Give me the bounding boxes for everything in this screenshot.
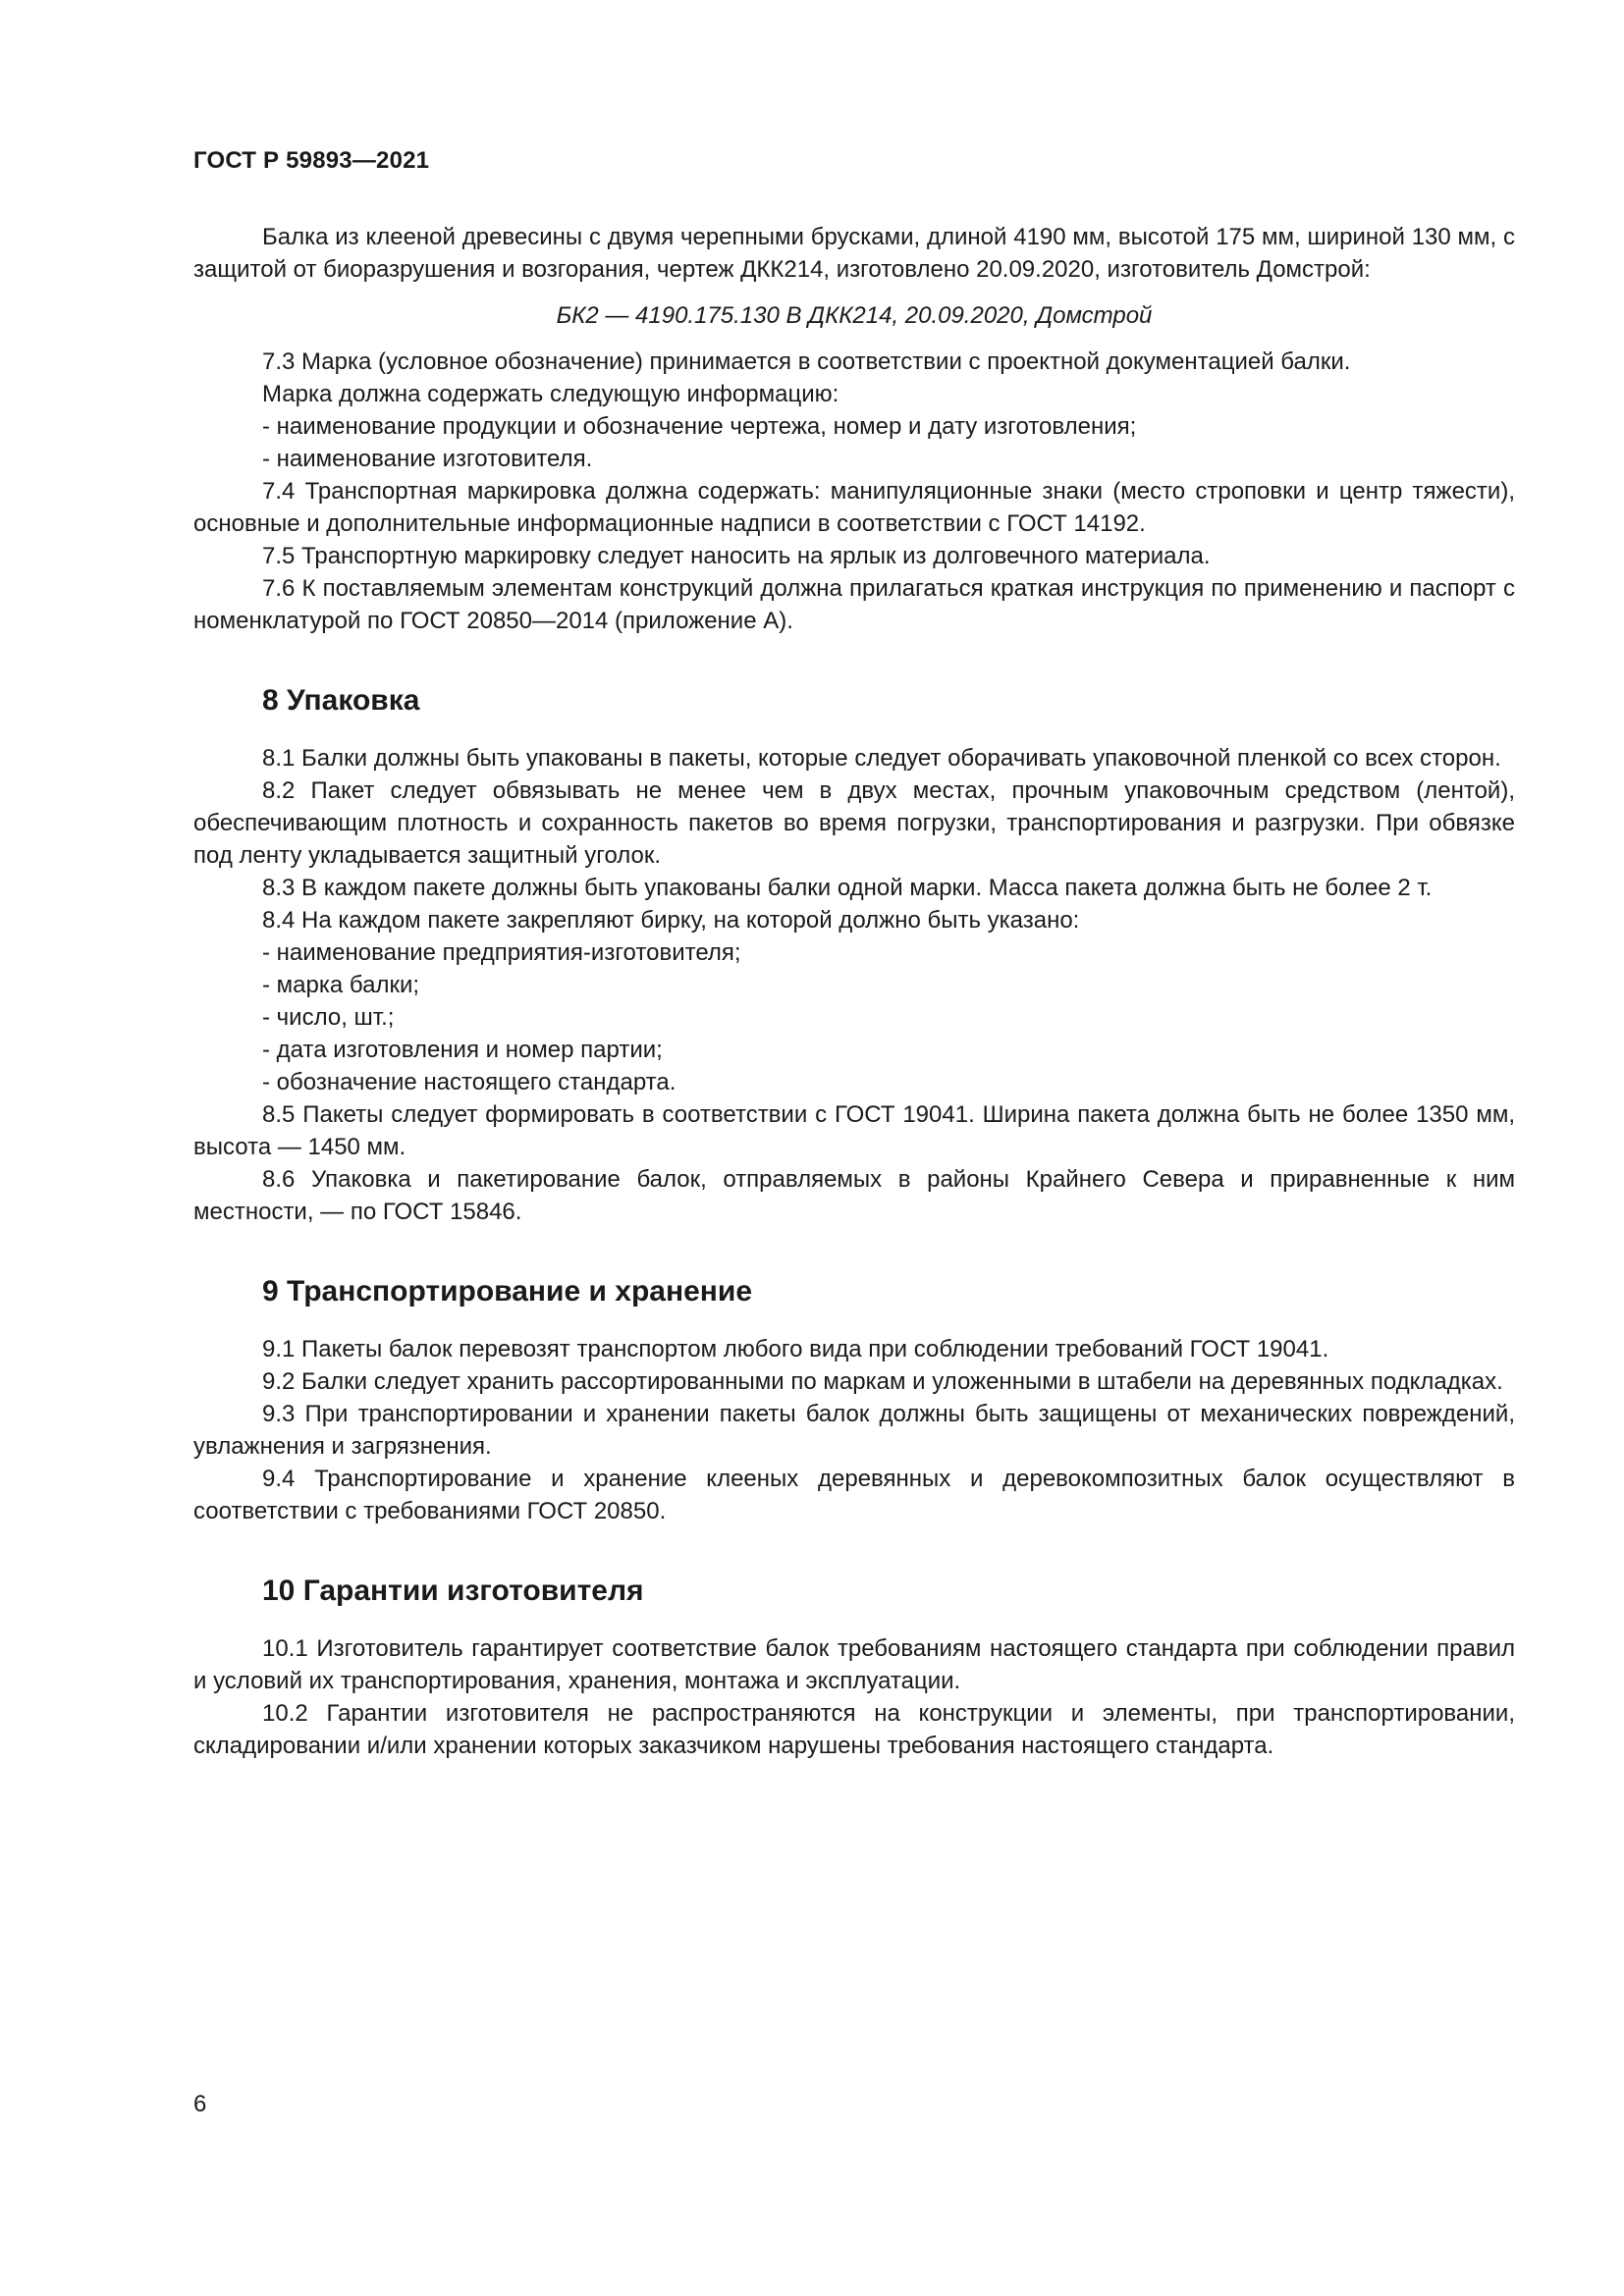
section-8-title: 8 Упаковка [262,684,420,717]
section-10-title: 10 Гарантии изготовителя [262,1575,644,1607]
paragraph-7-6: 7.6 К поставляемым элементам конструкций должна прилагаться краткая инструкция по применению и паспорт с номенклатурой по ГОСТ 20850—2014 (приложение А). [193,575,1515,634]
paragraph-8-6: 8.6 Упаковка и пакетирование балок, отправляемых в районы Крайнего Севера и приравненные к ним местности, — по ГОСТ 15846. [193,1166,1515,1225]
list-item: - наименование изготовителя. [262,446,593,472]
page-header-standard-code: ГОСТ Р 59893—2021 [193,147,430,174]
paragraph-7-3-sub: Марка должна содержать следующую информацию: [262,381,839,407]
section-9-title: 9 Транспортирование и хранение [262,1275,753,1308]
example-designation: БК2 — 4190.175.130 В ДКК214, 20.09.2020, Домстрой [556,302,1153,329]
paragraph-10-2: 10.2 Гарантии изготовителя не распространяются на конструкции и элементы, при транспортировании, складировании и/или хранении которых заказчиком нарушены требования настоящего стандарта. [193,1700,1515,1759]
page-number: 6 [193,2091,207,2117]
paragraph-9-1: 9.1 Пакеты балок перевозят транспортом любого вида при соблюдении требований ГОСТ 19041. [262,1336,1329,1362]
example-text: Балка из клееной древесины с двумя черепными брусками, длиной 4190 мм, высотой 175 мм, шириной 130 мм, с защитой от биоразрушения и возгорания, чертеж ДКК214, изготовлено 20.09.2020, изготовитель Домстрой: [193,224,1515,283]
paragraph-10-1: 10.1 Изготовитель гарантирует соответствие балок требованиям настоящего стандарта при соблюдении правил и условий их транспортирования, хранения, монтажа и эксплуатации. [193,1635,1515,1694]
list-item: - обозначение настоящего стандарта. [262,1069,677,1095]
paragraph-8-5: 8.5 Пакеты следует формировать в соответствии с ГОСТ 19041. Ширина пакета должна быть не более 1350 мм, высота — 1450 мм. [193,1101,1515,1160]
paragraph-7-4: 7.4 Транспортная маркировка должна содержать: манипуляционные знаки (место строповки и центр тяжести), основные и дополнительные информационные надписи в соответствии с ГОСТ 14192. [193,478,1515,537]
list-item: - дата изготовления и номер партии; [262,1037,663,1063]
list-item: - марка балки; [262,972,420,998]
paragraph-8-2: 8.2 Пакет следует обвязывать не менее чем в двух местах, прочным упаковочным средством (лентой), обеспечивающим плотность и сохранность пакетов во время погрузки, транспортирования и разгрузки. При обвязке под ленту укладывается защитный уголок. [193,777,1515,869]
paragraph-8-3: 8.3 В каждом пакете должны быть упакованы балки одной марки. Масса пакета должна быть не более 2 т. [262,875,1433,901]
paragraph-9-4: 9.4 Транспортирование и хранение клееных деревянных и деревокомпозитных балок осуществляют в соответствии с требованиями ГОСТ 20850. [193,1466,1515,1524]
paragraph-8-4: 8.4 На каждом пакете закрепляют бирку, на которой должно быть указано: [262,907,1080,934]
document-body [193,221,1515,1762]
paragraph-8-1: 8.1 Балки должны быть упакованы в пакеты, которые следует оборачивать упаковочной пленкой со всех сторон. [262,745,1501,772]
paragraph-9-3: 9.3 При транспортировании и хранении пакеты балок должны быть защищены от механических повреждений, увлажнения и загрязнения. [193,1401,1515,1460]
list-item: - число, шт.; [262,1004,395,1031]
list-item: - наименование предприятия-изготовителя; [262,939,741,966]
paragraph-7-5: 7.5 Транспортную маркировку следует наносить на ярлык из долговечного материала. [262,543,1211,569]
paragraph-7-3: 7.3 Марка (условное обозначение) принимается в соответствии с проектной документацией балки. [262,348,1351,375]
paragraph-9-2: 9.2 Балки следует хранить рассортированными по маркам и уложенными в штабели на деревянных подкладках. [262,1368,1503,1395]
list-item: - наименование продукции и обозначение чертежа, номер и дату изготовления; [262,413,1137,440]
